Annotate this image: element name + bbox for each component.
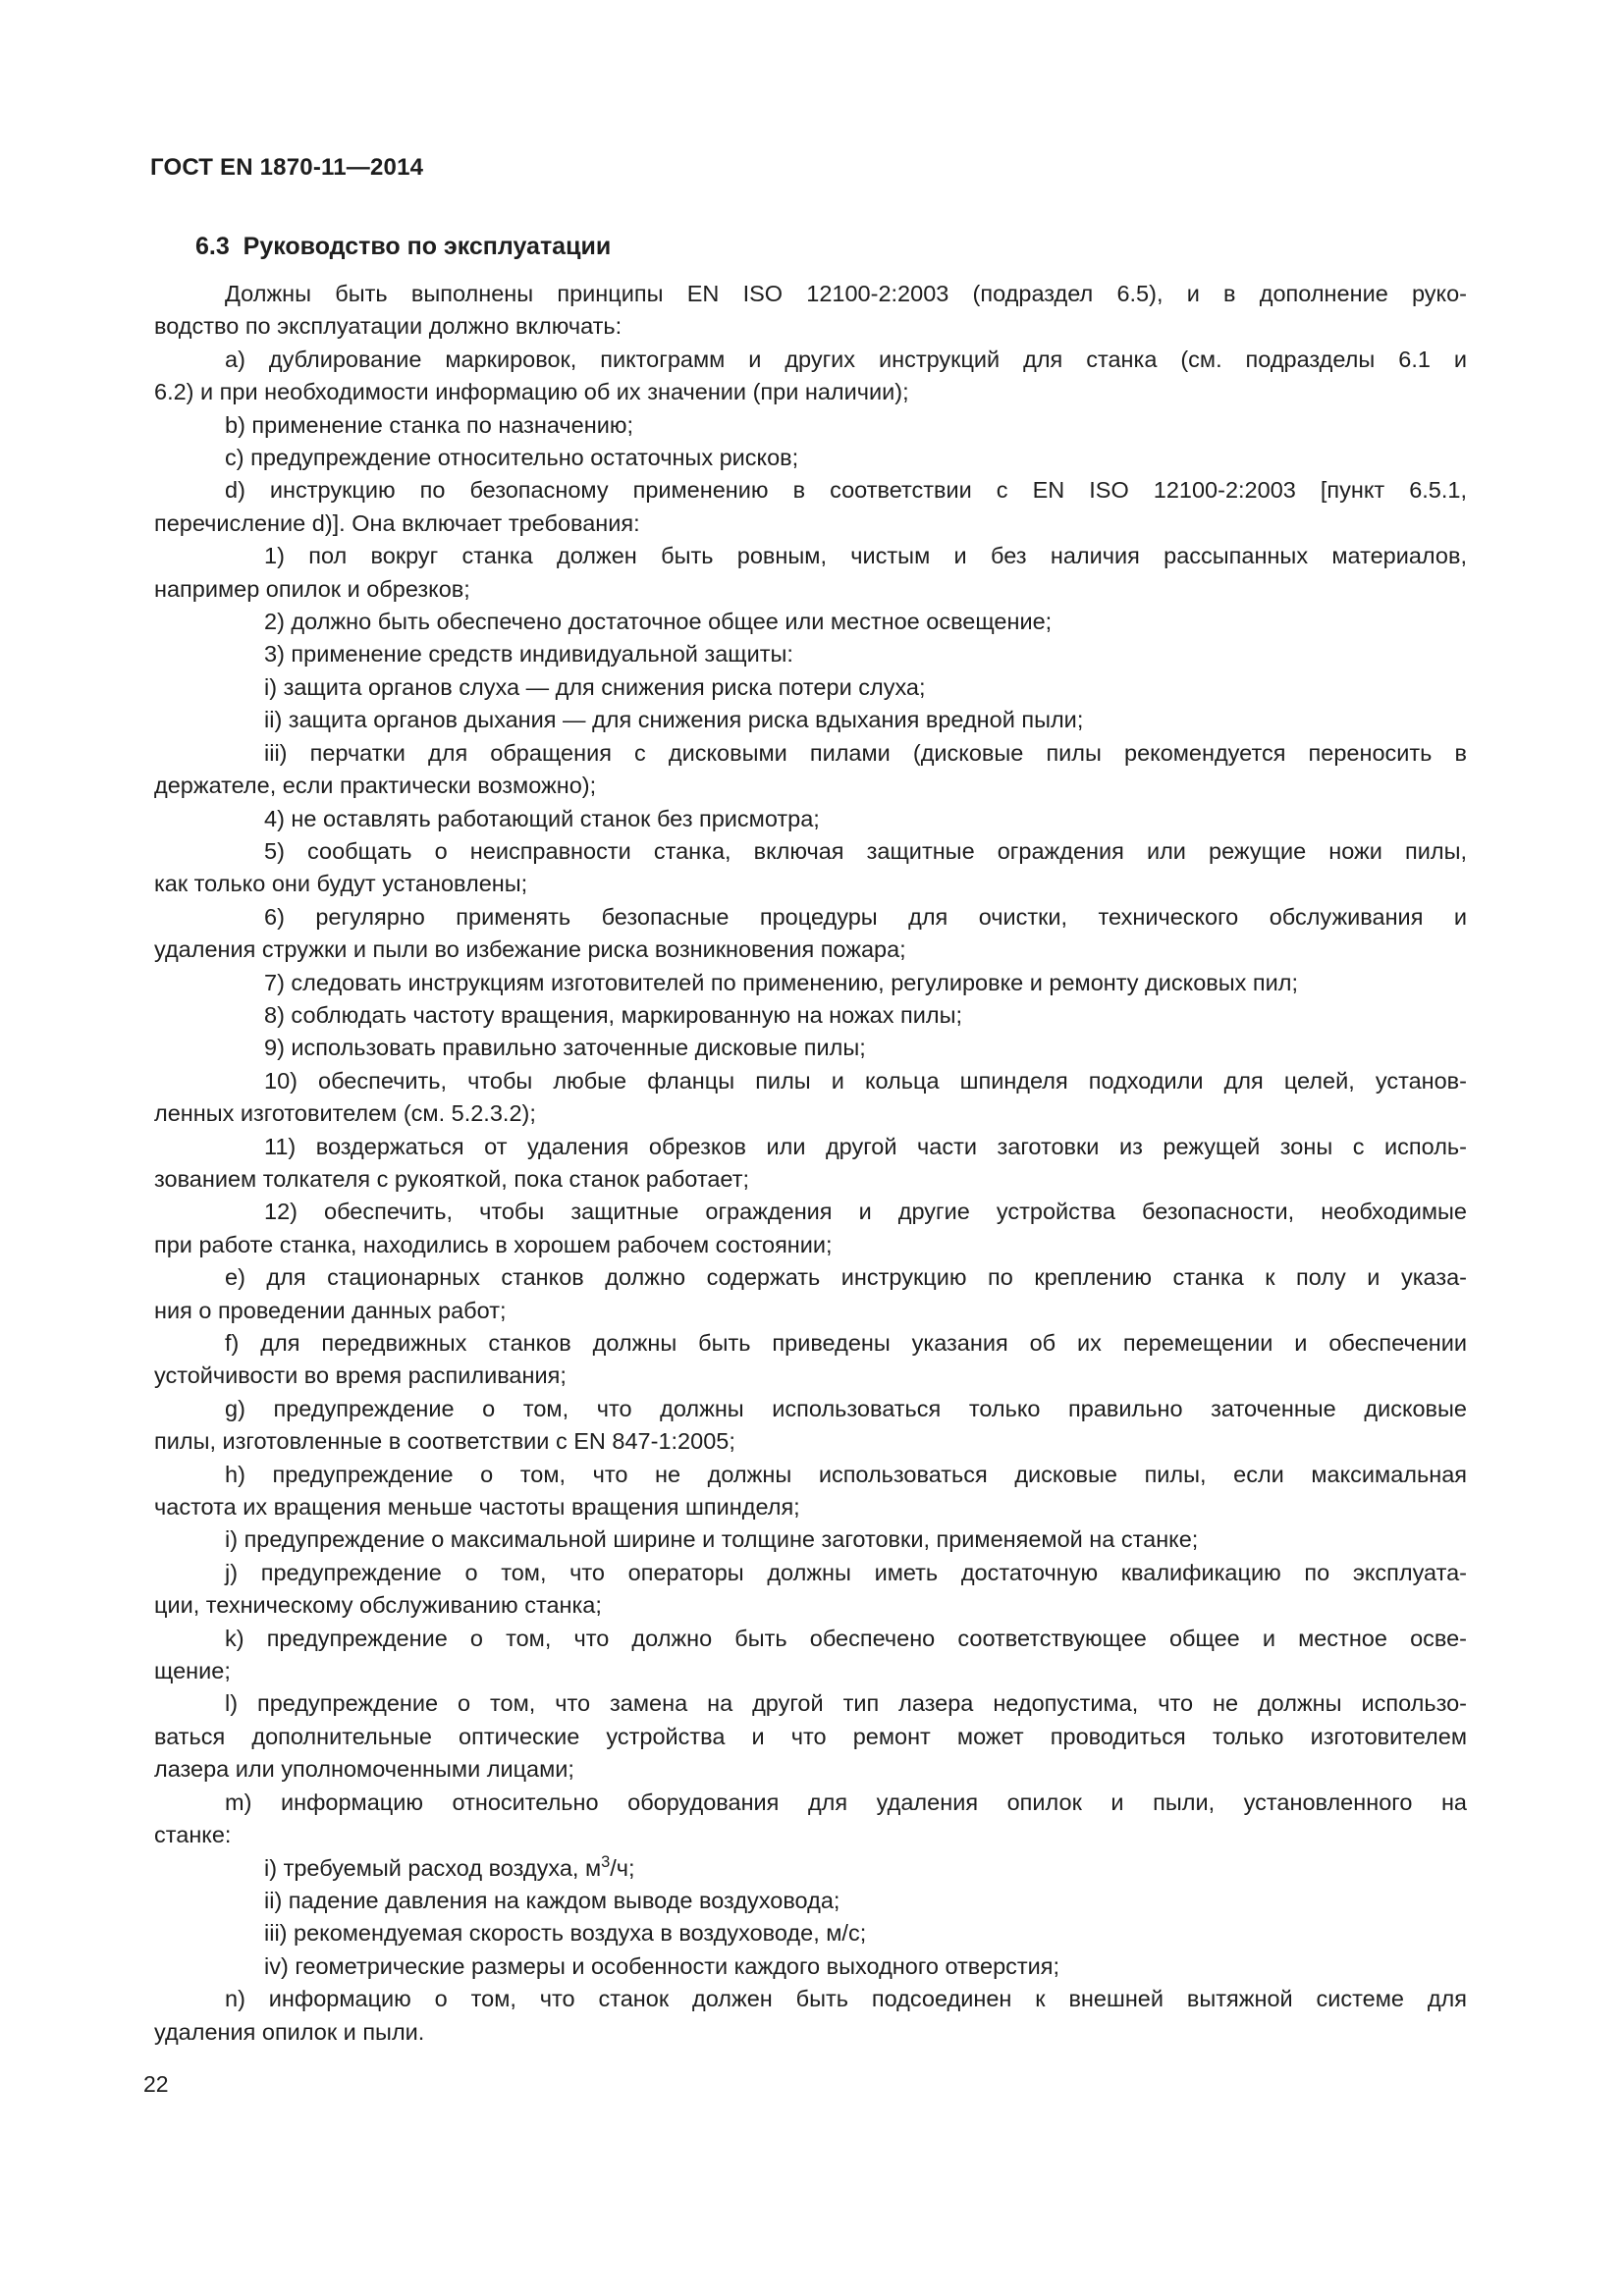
paragraph xyxy=(154,967,1467,999)
paragraph xyxy=(154,606,1467,638)
paragraph xyxy=(154,737,1467,803)
paragraph-line: 7) следовать инструкциям изготовителей по применению, регулировке и ремонту дисковых пил; xyxy=(264,969,1299,995)
paragraph xyxy=(154,1787,1467,1852)
paragraph xyxy=(154,1950,1467,1983)
paragraph-line: 10) обеспечить, чтобы любые фланцы пилы и кольца шпинделя подходили для целей, установ- xyxy=(264,1067,1467,1094)
paragraph xyxy=(154,1885,1467,1917)
paragraph xyxy=(154,1983,1467,2049)
page-number: 22 xyxy=(143,2071,169,2097)
paragraph xyxy=(154,1196,1467,1261)
paragraph-line: удаления стружки и пыли во избежание риска возникновения пожара; xyxy=(154,936,906,963)
paragraph-line: 12) обеспечить, чтобы защитные ограждения и другие устройства безопасности, необходимые xyxy=(264,1199,1467,1225)
paragraph-line: держателе, если практически возможно); xyxy=(154,773,597,799)
paragraph-line: h) предупреждение о том, что не должны использоваться дисковые пилы, если максимальная xyxy=(225,1461,1467,1487)
paragraph-line: перечисление d)]. Она включает требования: xyxy=(154,509,640,536)
paragraph xyxy=(154,671,1467,704)
paragraph-line: при работе станка, находились в хорошем рабочем состоянии; xyxy=(154,1231,833,1257)
paragraph-line: a) дублирование маркировок, пиктограмм и других инструкций для станка (см. подразделы 6.1 и xyxy=(225,346,1467,372)
paragraph-line: 5) сообщать о неисправности станка, включая защитные ограждения или режущие ножи пилы, xyxy=(264,837,1467,864)
paragraph xyxy=(154,540,1467,606)
paragraph-line: ния о проведении данных работ; xyxy=(154,1297,507,1323)
paragraph-line: iii) перчатки для обращения с дисковыми пилами (дисковые пилы рекомендуется переносить в xyxy=(264,739,1467,766)
paragraph xyxy=(154,835,1467,901)
paragraph xyxy=(154,638,1467,670)
paragraph xyxy=(154,1523,1467,1556)
body-text xyxy=(154,278,1467,2049)
paragraph-line: 8) соблюдать частоту вращения, маркированную на ножах пилы; xyxy=(264,1001,963,1028)
paragraph xyxy=(154,901,1467,967)
paragraph-line: 6.2) и при необходимости информацию об их значении (при наличии); xyxy=(154,379,909,405)
paragraph-line: зованием толкателя с рукояткой, пока станок работает; xyxy=(154,1165,750,1192)
paragraph-line: j) предупреждение о том, что операторы должны иметь достаточную квалификацию по эксплуата- xyxy=(225,1559,1467,1585)
paragraph-line: 9) использовать правильно заточенные дисковые пилы; xyxy=(264,1035,866,1061)
paragraph xyxy=(154,1917,1467,1949)
paragraph-line: n) информацию о том, что станок должен быть подсоединен к внешней вытяжной системе для xyxy=(225,1986,1467,2012)
paragraph-line: g) предупреждение о том, что должны использоваться только правильно заточенные дисковые xyxy=(225,1395,1467,1421)
paragraph xyxy=(154,803,1467,835)
paragraph xyxy=(154,1032,1467,1064)
paragraph-line: ii) падение давления на каждом выводе воздуховода; xyxy=(264,1887,840,1913)
paragraph-line: пилы, изготовленные в соответствии с EN 847-1:2005; xyxy=(154,1428,735,1455)
paragraph-line: i) предупреждение о максимальной ширине и толщине заготовки, применяемой на станке; xyxy=(225,1526,1199,1553)
paragraph-line: например опилок и обрезков; xyxy=(154,575,470,602)
paragraph-line: 11) воздержаться от удаления обрезков или другой части заготовки из режущей зоны с исполь- xyxy=(264,1133,1467,1159)
paragraph-line: ваться дополнительные оптические устройства и что ремонт может проводиться только изготовителем xyxy=(154,1723,1467,1749)
paragraph-line: e) для стационарных станков должно содержать инструкцию по креплению станка к полу и указа- xyxy=(225,1264,1467,1291)
paragraph-line: b) применение станка по назначению; xyxy=(225,411,634,438)
section-heading: 6.3 Руководство по эксплуатации xyxy=(195,233,612,260)
paragraph-line: i) защита органов слуха — для снижения риска потери слуха; xyxy=(264,673,926,700)
paragraph-line: i) требуемый расход воздуха, $м^3/ч$; xyxy=(264,1852,635,1881)
paragraph-line: удаления опилок и пыли. xyxy=(154,2018,425,2045)
paragraph-line: устойчивости во время распиливания; xyxy=(154,1362,567,1389)
paragraph-line: c) предупреждение относительно остаточных рисков; xyxy=(225,445,799,471)
paragraph xyxy=(154,1327,1467,1393)
paragraph-line: 6) регулярно применять безопасные процедуры для очистки, технического обслуживания и xyxy=(264,903,1467,930)
paragraph xyxy=(154,278,1467,344)
paragraph xyxy=(154,474,1467,540)
paragraph-line: лазера или уполномоченными лицами; xyxy=(154,1756,574,1783)
paragraph-line: 2) должно быть обеспечено достаточное общее или местное освещение; xyxy=(264,609,1053,635)
paragraph-line: m) информацию относительно оборудования для удаления опилок и пыли, установленного на xyxy=(225,1789,1467,1815)
page-content xyxy=(150,0,1467,2049)
paragraph xyxy=(154,1459,1467,1524)
paragraph xyxy=(154,1393,1467,1459)
paragraph-line: 1) пол вокруг станка должен быть ровным, чистым и без наличия рассыпанных материалов, xyxy=(264,543,1467,569)
paragraph-line: частота их вращения меньше частоты вращения шпинделя; xyxy=(154,1494,800,1521)
paragraph xyxy=(154,1852,1467,1885)
paragraph xyxy=(154,1623,1467,1688)
paragraph-line: iii) рекомендуемая скорость воздуха в воздуховоде, м/с; xyxy=(264,1920,867,1947)
paragraph-line: водство по эксплуатации должно включать: xyxy=(154,313,623,340)
paragraph xyxy=(154,1687,1467,1786)
paragraph xyxy=(154,704,1467,736)
paragraph xyxy=(154,442,1467,474)
paragraph-line: станке: xyxy=(154,1822,232,1848)
paragraph-line: l) предупреждение о том, что замена на другой тип лазера недопустима, что не должны использо- xyxy=(225,1690,1467,1717)
paragraph xyxy=(154,999,1467,1032)
paragraph xyxy=(154,1557,1467,1623)
paragraph-line: f) для передвижных станков должны быть приведены указания об их перемещении и обеспечении xyxy=(225,1330,1467,1356)
paragraph xyxy=(154,409,1467,442)
paragraph-line: ii) защита органов дыхания — для снижения риска вдыхания вредной пыли; xyxy=(264,707,1084,733)
paragraph-line: щение; xyxy=(154,1658,231,1684)
paragraph-line: 4) не оставлять работающий станок без присмотра; xyxy=(264,805,820,831)
paragraph xyxy=(154,344,1467,409)
paragraph xyxy=(154,1131,1467,1197)
superscript: 3 xyxy=(601,1852,611,1871)
paragraph-line: 3) применение средств индивидуальной защиты: xyxy=(264,641,793,667)
paragraph xyxy=(154,1065,1467,1131)
paragraph-line: Должны быть выполнены принципы EN ISO 12100-2:2003 (подраздел 6.5), и в дополнение руко- xyxy=(225,281,1467,306)
paragraph xyxy=(154,1261,1467,1327)
paragraph-line: ции, техническому обслуживанию станка; xyxy=(154,1592,602,1619)
paragraph-line: k) предупреждение о том, что должно быть обеспечено соответствующее общее и местное осве- xyxy=(225,1625,1467,1651)
paragraph-line: ленных изготовителем (см. 5.2.3.2); xyxy=(154,1100,536,1127)
document-header: ГОСТ EN 1870-11—2014 xyxy=(150,154,424,181)
paragraph-line: d) инструкцию по безопасному применению в соответствии с EN ISO 12100-2:2003 [пункт 6.5.1, xyxy=(225,477,1467,504)
paragraph-line: iv) геометрические размеры и особенности каждого выходного отверстия; xyxy=(264,1952,1060,1979)
paragraph-line: как только они будут установлены; xyxy=(154,871,528,897)
